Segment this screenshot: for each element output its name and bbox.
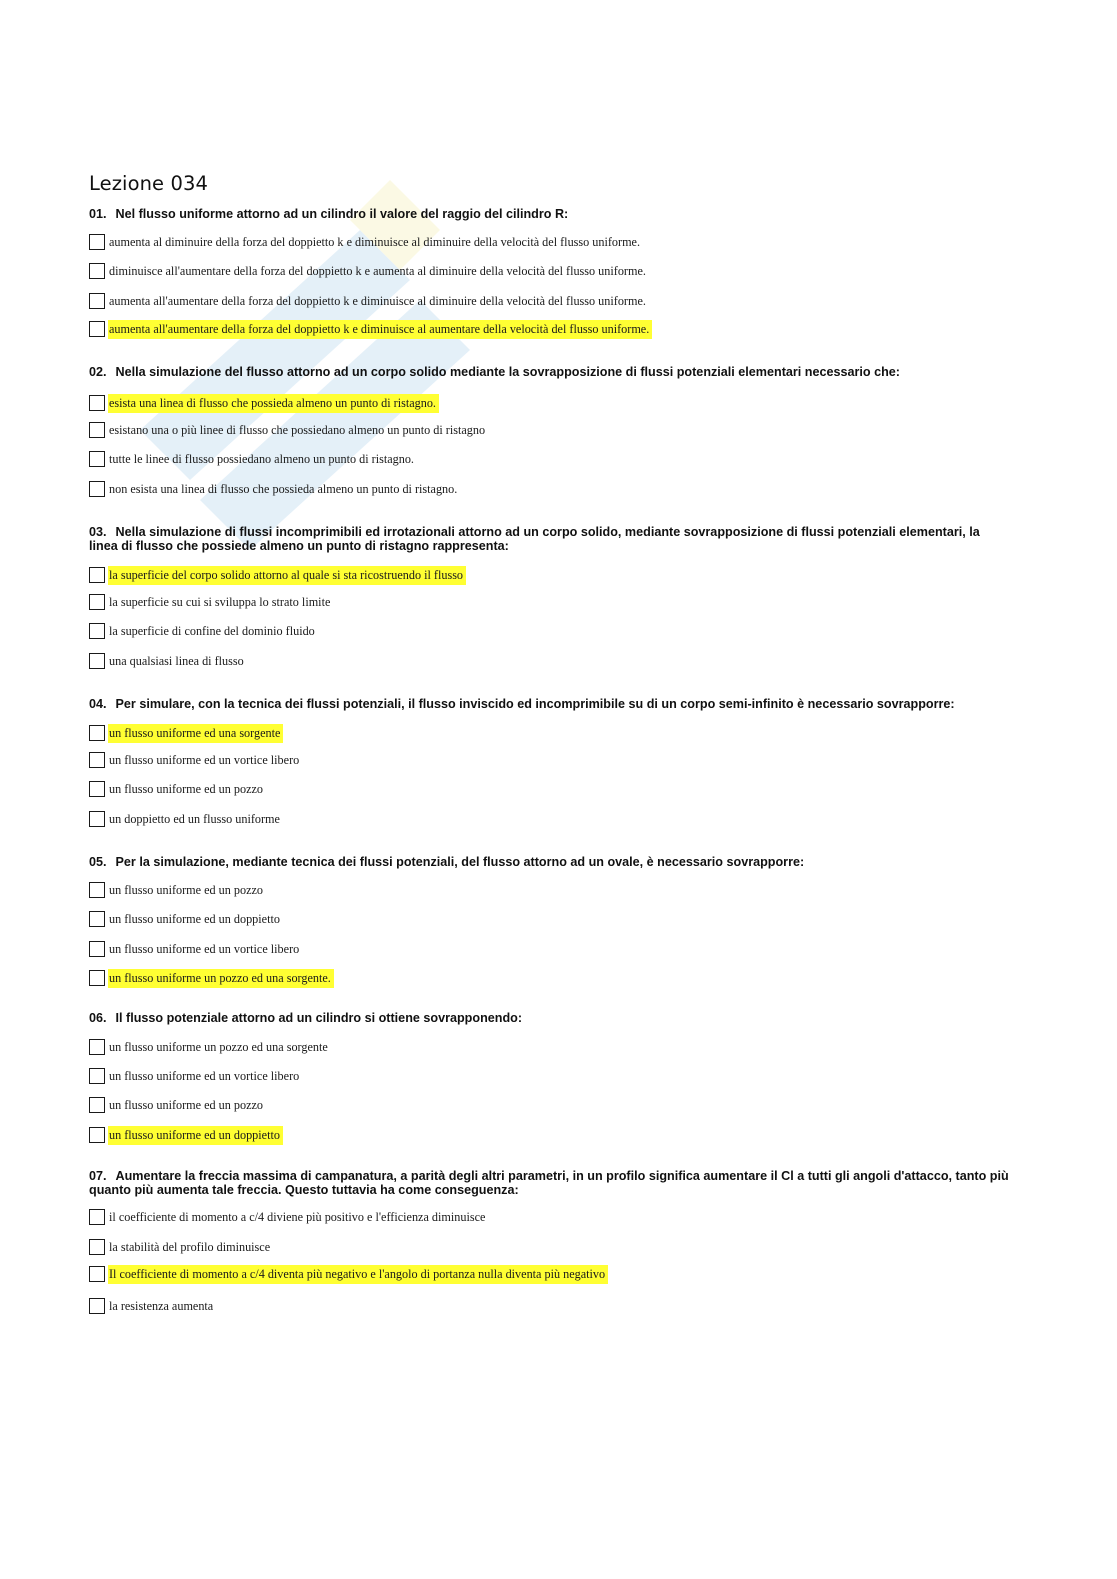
answer-text: la stabilità del profilo diminuisce: [109, 1239, 271, 1254]
answer-text: un doppietto ed un flusso uniforme: [109, 811, 280, 826]
answer-checkbox[interactable]: [89, 451, 105, 467]
answer-option[interactable]: [89, 621, 318, 641]
answer-checkbox[interactable]: [89, 293, 105, 309]
answer-checkbox[interactable]: [89, 752, 105, 768]
answer-checkbox[interactable]: [89, 1266, 105, 1282]
answer-text: aumenta al diminuire della forza del doppietto k e diminuisce al diminuire della velocità del flusso uniforme.: [109, 234, 641, 249]
question-text: Il flusso potenziale attorno ad un cilindro si ottiene sovrapponendo:: [115, 1011, 523, 1025]
answer-option[interactable]: [89, 1264, 608, 1284]
question-text: Nella simulazione di flussi incomprimibili ed irrotazionali attorno ad un corpo solido, mediante sovrapposizione di flussi potenziali elementari, la linea di flusso che possiede almeno un punto di ristagno rappresenta:: [89, 525, 980, 553]
answer-option[interactable]: [89, 1066, 302, 1086]
answer-text-highlighted: la superficie del corpo solido attorno al quale si sta ricostruendo il flusso: [108, 566, 466, 585]
answer-text: il coefficiente di momento a c/4 diviene più positivo e l'efficienza diminuisce: [109, 1209, 486, 1224]
answer-text: un flusso uniforme un pozzo ed una sorgente: [109, 1039, 328, 1054]
question-number: 06.: [89, 1011, 107, 1025]
question-06: [89, 1011, 1009, 1025]
answer-text: un flusso uniforme ed un vortice libero: [109, 941, 300, 956]
answer-text: esistano una o più linee di flusso che possiedano almeno un punto di ristagno: [109, 422, 486, 437]
answer-text: un flusso uniforme ed un pozzo: [109, 781, 264, 796]
answer-option[interactable]: [89, 880, 266, 900]
answer-text-highlighted: un flusso uniforme ed una sorgente: [108, 724, 283, 743]
answer-checkbox[interactable]: [89, 1127, 105, 1143]
answer-text: non esista una linea di flusso che possieda almeno un punto di ristagno.: [109, 481, 458, 496]
answer-checkbox[interactable]: [89, 941, 105, 957]
answer-checkbox[interactable]: [89, 481, 105, 497]
answer-option[interactable]: [89, 479, 460, 499]
answer-checkbox[interactable]: [89, 623, 105, 639]
answer-option[interactable]: [89, 1095, 266, 1115]
answer-option[interactable]: [89, 723, 283, 743]
answer-text: un flusso uniforme ed un vortice libero: [109, 752, 300, 767]
question-text: Per simulare, con la tecnica dei flussi potenziali, il flusso inviscido ed incomprimibile su di un corpo semi-infinito è necessario sovrapporre:: [115, 697, 955, 711]
answer-text: un flusso uniforme ed un pozzo: [109, 1097, 264, 1112]
answer-text-highlighted: aumenta all'aumentare della forza del doppietto k e diminuisce al aumentare della velocità del flusso uniforme.: [108, 320, 652, 339]
question-03: [89, 525, 1009, 553]
answer-checkbox[interactable]: [89, 911, 105, 927]
answer-checkbox[interactable]: [89, 422, 105, 438]
answer-option[interactable]: [89, 1296, 216, 1316]
answer-option[interactable]: [89, 909, 283, 929]
answer-checkbox[interactable]: [89, 1298, 105, 1314]
answer-option[interactable]: [89, 779, 266, 799]
question-number: 04.: [89, 697, 107, 711]
answer-option[interactable]: [89, 968, 334, 988]
answer-checkbox[interactable]: [89, 1209, 105, 1225]
question-07: [89, 1169, 1009, 1197]
answer-checkbox[interactable]: [89, 811, 105, 827]
answer-option[interactable]: [89, 651, 247, 671]
question-text: Aumentare la freccia massima di campanatura, a parità degli altri parametri, in un profilo significa aumentare il Cl a tutti gli angoli d'attacco, tanto più quanto più aumenta tale freccia. Questo tuttavia ha come conseguenza:: [89, 1169, 1009, 1197]
question-number: 03.: [89, 525, 107, 539]
answer-text: un flusso uniforme ed un doppietto: [109, 911, 280, 926]
answer-option[interactable]: [89, 1037, 331, 1057]
answer-text: la superficie su cui si sviluppa lo strato limite: [109, 594, 331, 609]
answer-text: un flusso uniforme ed un vortice libero: [109, 1068, 300, 1083]
question-05: [89, 855, 1009, 869]
answer-option[interactable]: [89, 393, 439, 413]
answer-text-highlighted: un flusso uniforme ed un doppietto: [108, 1126, 283, 1145]
answer-checkbox[interactable]: [89, 1239, 105, 1255]
answer-option[interactable]: [89, 319, 652, 339]
answer-checkbox[interactable]: [89, 970, 105, 986]
answer-checkbox[interactable]: [89, 882, 105, 898]
question-number: 05.: [89, 855, 107, 869]
question-number: 07.: [89, 1169, 107, 1183]
answer-checkbox[interactable]: [89, 234, 105, 250]
answer-checkbox[interactable]: [89, 1097, 105, 1113]
answer-option[interactable]: [89, 939, 302, 959]
answer-text: una qualsiasi linea di flusso: [109, 653, 244, 668]
answer-text-highlighted: esista una linea di flusso che possieda almeno un punto di ristagno.: [108, 394, 439, 413]
answer-checkbox[interactable]: [89, 781, 105, 797]
answer-option[interactable]: [89, 565, 466, 585]
answer-text: diminuisce all'aumentare della forza del doppietto k e aumenta al diminuire della velocità del flusso uniforme.: [109, 263, 646, 278]
lesson-title: Lezione 034: [89, 172, 208, 195]
answer-checkbox[interactable]: [89, 1039, 105, 1055]
answer-checkbox[interactable]: [89, 263, 105, 279]
question-02: [89, 365, 1009, 379]
answer-text: la superficie di confine del dominio fluido: [109, 623, 315, 638]
answer-option[interactable]: [89, 232, 643, 252]
answer-option[interactable]: [89, 809, 283, 829]
answer-checkbox[interactable]: [89, 395, 105, 411]
answer-text: un flusso uniforme ed un pozzo: [109, 882, 264, 897]
answer-text: tutte le linee di flusso possiedano almeno un punto di ristagno.: [109, 451, 414, 466]
answer-checkbox[interactable]: [89, 594, 105, 610]
answer-option[interactable]: [89, 1125, 283, 1145]
question-04: [89, 697, 1009, 711]
question-text: Nel flusso uniforme attorno ad un cilindro il valore del raggio del cilindro R:: [115, 207, 569, 221]
answer-option[interactable]: [89, 261, 649, 281]
answer-checkbox[interactable]: [89, 567, 105, 583]
question-number: 01.: [89, 207, 107, 221]
answer-option[interactable]: [89, 1207, 488, 1227]
answer-option[interactable]: [89, 592, 333, 612]
answer-option[interactable]: [89, 291, 649, 311]
answer-option[interactable]: [89, 1237, 273, 1257]
answer-checkbox[interactable]: [89, 725, 105, 741]
answer-option[interactable]: [89, 449, 417, 469]
question-text: Per la simulazione, mediante tecnica dei flussi potenziali, del flusso attorno ad un ovale, è necessario sovrapporre:: [115, 855, 805, 869]
question-number: 02.: [89, 365, 107, 379]
answer-checkbox[interactable]: [89, 653, 105, 669]
answer-checkbox[interactable]: [89, 1068, 105, 1084]
question-01: [89, 207, 1009, 221]
answer-text-highlighted: Il coefficiente di momento a c/4 diventa più negativo e l'angolo di portanza nulla diventa più negativo: [108, 1265, 608, 1284]
answer-checkbox[interactable]: [89, 321, 105, 337]
question-text: Nella simulazione del flusso attorno ad un corpo solido mediante la sovrapposizione di flussi potenziali elementari necessario che:: [115, 365, 901, 379]
answer-option[interactable]: [89, 750, 302, 770]
answer-text: la resistenza aumenta: [109, 1298, 214, 1313]
answer-text-highlighted: un flusso uniforme un pozzo ed una sorgente.: [108, 969, 334, 988]
answer-text: aumenta all'aumentare della forza del doppietto k e diminuisce al diminuire della velocità del flusso uniforme.: [109, 293, 646, 308]
answer-option[interactable]: [89, 420, 488, 440]
